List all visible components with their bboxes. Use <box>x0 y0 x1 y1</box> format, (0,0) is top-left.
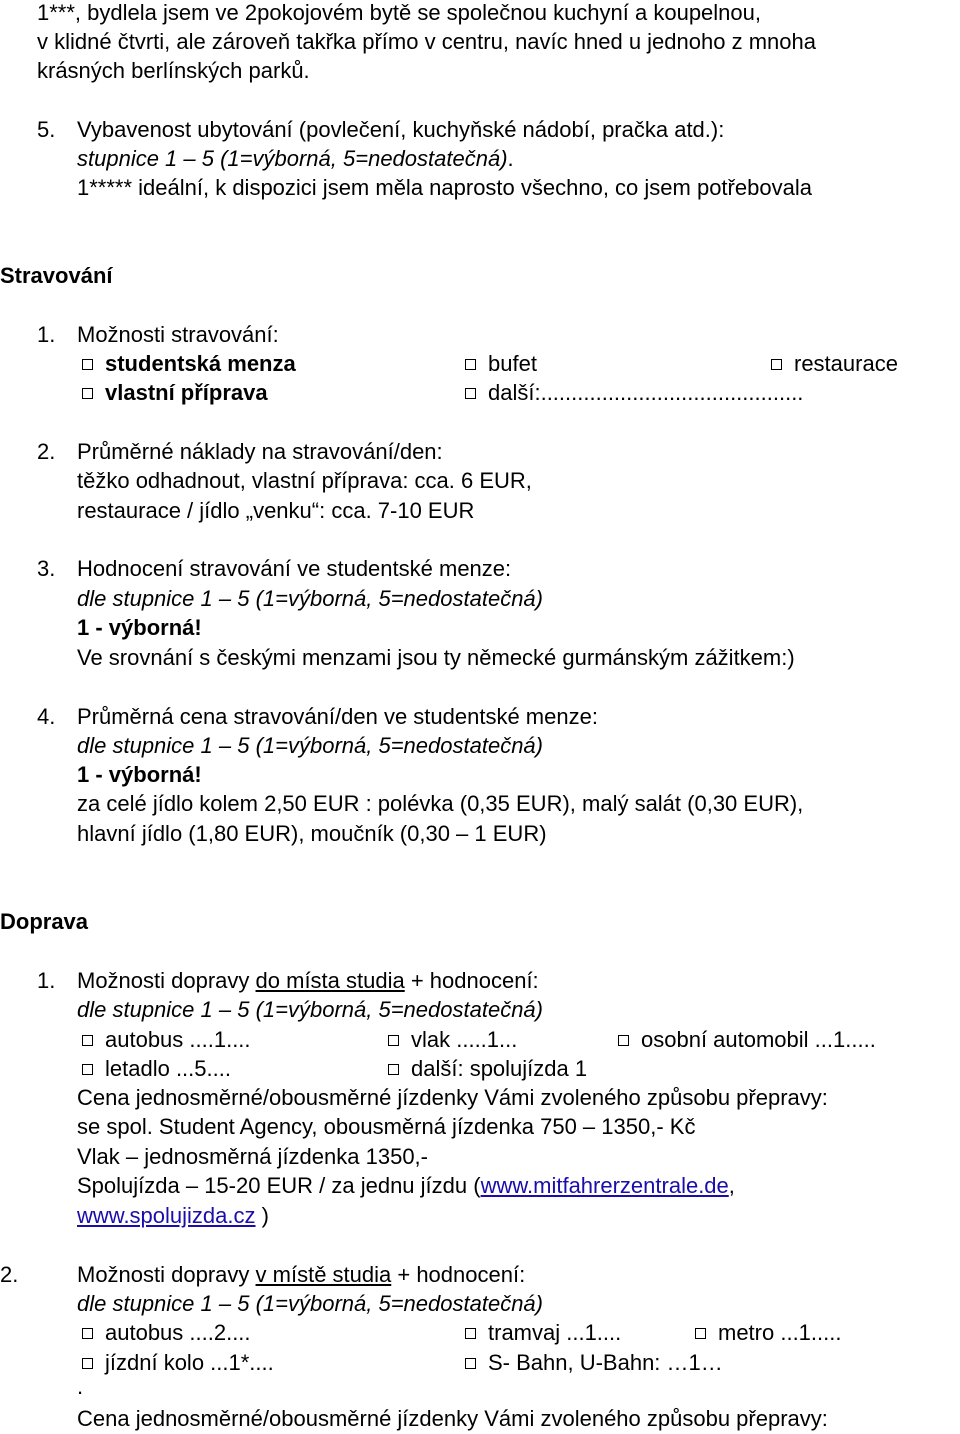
dop-q2-price-question: Cena jednosměrné/obousměrné jízdenky Vámi zvoleného způsobu přepravy: <box>77 1406 828 1431</box>
option-label: S- Bahn, U-Bahn: …1… <box>488 1350 723 1375</box>
strav-q2-line-2: restaurace / jídlo „venku“: cca. 7-10 EUR <box>77 498 475 523</box>
strav-q3-rating: 1 - výborná! <box>77 615 202 640</box>
option-label: letadlo ...5.... <box>105 1056 231 1081</box>
dop-q1-price-1: se spol. Student Agency, obousměrná jízdenka 750 – 1350,- Kč <box>77 1114 696 1139</box>
option-autobus-mistni[interactable] <box>82 1318 251 1348</box>
checkbox-icon[interactable] <box>388 1035 399 1046</box>
strav-q2-number: 2. <box>37 439 56 464</box>
dop-q2-scale: dle stupnice 1 – 5 (1=výborná, 5=nedostatečná) <box>77 1291 543 1316</box>
dop-q1-price-3 <box>77 1171 735 1201</box>
option-label: vlak .....1... <box>411 1027 518 1052</box>
option-autobus[interactable] <box>82 1025 251 1055</box>
q5-scale-dot: . <box>507 146 514 171</box>
section-heading-stravovani: Stravování <box>0 263 113 288</box>
price-3-text: Spolujízda – 15-20 EUR / za jednu jízdu ( <box>77 1173 481 1198</box>
checkbox-icon[interactable] <box>82 1328 93 1339</box>
price-3-comma: , <box>728 1173 735 1198</box>
option-label: další:........................................... <box>488 380 804 405</box>
q5-title: Vybavenost ubytování (povlečení, kuchyňské nádobí, pračka atd.): <box>77 117 725 142</box>
option-jizdni-kolo[interactable] <box>82 1348 274 1378</box>
q5-answer: 1***** ideální, k dispozici jsem měla naprosto všechno, co jsem potřebovala <box>77 175 812 200</box>
strav-q3-scale: dle stupnice 1 – 5 (1=výborná, 5=nedostatečná) <box>77 586 543 611</box>
checkbox-icon[interactable] <box>82 1035 93 1046</box>
q5-scale-text: stupnice 1 – 5 (1=výborná, 5=nedostatečná) <box>77 146 508 171</box>
mitfahrerzentrale-link[interactable]: www.mitfahrerzentrale.de <box>480 1173 729 1198</box>
option-label: metro ...1..... <box>718 1320 842 1345</box>
dop-q2-dot: . <box>77 1374 84 1399</box>
checkbox-icon[interactable] <box>465 359 476 370</box>
dop-q1-title-pre: Možnosti dopravy <box>77 968 256 993</box>
dop-q2-title-underlined: v místě studia <box>255 1262 392 1287</box>
strav-q1-number: 1. <box>37 322 56 347</box>
checkbox-icon[interactable] <box>82 359 93 370</box>
checkbox-icon[interactable] <box>465 1358 476 1369</box>
dop-q2-title-pre: Možnosti dopravy <box>77 1262 256 1287</box>
strav-q4-line-2: hlavní jídlo (1,80 EUR), moučník (0,30 – 1 EUR) <box>77 821 547 846</box>
option-studentska-menza[interactable] <box>82 349 296 379</box>
intro-line-2: v klidné čtvrti, ale zároveň takřka přímo v centru, navíc hned u jednoho z mnoha <box>37 29 816 54</box>
option-label: studentská menza <box>105 351 296 376</box>
q5-number: 5. <box>37 117 56 142</box>
q5-scale <box>77 144 514 174</box>
strav-q4-number: 4. <box>37 704 56 729</box>
checkbox-icon[interactable] <box>618 1035 629 1046</box>
dop-q1-title-underlined: do místa studia <box>255 968 405 993</box>
option-vlak[interactable] <box>388 1025 517 1055</box>
spolujizda-link[interactable]: www.spolujizda.cz <box>77 1203 256 1228</box>
strav-q1-title: Možnosti stravování: <box>77 322 279 347</box>
strav-q2-line-1: těžko odhadnout, vlastní příprava: cca. 6 EUR, <box>77 468 532 493</box>
option-vlastni-priprava[interactable] <box>82 378 268 408</box>
checkbox-icon[interactable] <box>465 1328 476 1339</box>
checkbox-icon[interactable] <box>388 1064 399 1075</box>
strav-q4-line-1: za celé jídlo kolem 2,50 EUR : polévka (0,35 EUR), malý salát (0,30 EUR), <box>77 791 804 816</box>
option-label: jízdní kolo ...1*.... <box>105 1350 274 1375</box>
price-4-suffix: ) <box>255 1203 269 1228</box>
option-label: tramvaj ...1.... <box>488 1320 622 1345</box>
option-tramvaj[interactable] <box>465 1318 621 1348</box>
dop-q1-number: 1. <box>37 968 56 993</box>
dop-q1-price-4 <box>77 1201 269 1231</box>
strav-q4-title: Průměrná cena stravování/den ve studentské menze: <box>77 704 598 729</box>
dop-q2-title-post: + hodnocení: <box>391 1262 526 1287</box>
strav-q4-rating: 1 - výborná! <box>77 762 202 787</box>
option-label: vlastní příprava <box>105 380 268 405</box>
option-label: restaurace <box>794 351 898 376</box>
section-heading-doprava: Doprava <box>0 909 89 934</box>
strav-q3-number: 3. <box>37 556 56 581</box>
option-label: bufet <box>488 351 537 376</box>
option-osobni-automobil[interactable] <box>618 1025 876 1055</box>
option-dalsi-spolujizda[interactable] <box>388 1054 587 1084</box>
option-restaurace[interactable] <box>771 349 898 379</box>
option-label: další: spolujízda 1 <box>411 1056 588 1081</box>
option-dalsi[interactable] <box>465 378 803 408</box>
checkbox-icon[interactable] <box>82 388 93 399</box>
option-s-bahn-u-bahn[interactable] <box>465 1348 723 1378</box>
checkbox-icon[interactable] <box>465 388 476 399</box>
option-letadlo[interactable] <box>82 1054 231 1084</box>
dop-q2-title <box>77 1260 525 1290</box>
intro-line-1: 1***, bydlela jsem ve 2pokojovém bytě se společnou kuchyní a koupelnou, <box>37 0 762 25</box>
option-label: autobus ....1.... <box>105 1027 251 1052</box>
strav-q3-comment: Ve srovnání s českými menzami jsou ty německé gurmánským zážitkem:) <box>77 645 795 670</box>
checkbox-icon[interactable] <box>771 359 782 370</box>
checkbox-icon[interactable] <box>695 1328 706 1339</box>
strav-q2-title: Průměrné náklady na stravování/den: <box>77 439 443 464</box>
strav-q4-scale: dle stupnice 1 – 5 (1=výborná, 5=nedostatečná) <box>77 733 543 758</box>
option-label: osobní automobil ...1..... <box>641 1027 876 1052</box>
dop-q1-title-post: + hodnocení: <box>404 968 539 993</box>
dop-q1-title <box>77 966 539 996</box>
option-bufet[interactable] <box>465 349 537 379</box>
strav-q3-title: Hodnocení stravování ve studentské menze: <box>77 556 512 581</box>
dop-q1-scale: dle stupnice 1 – 5 (1=výborná, 5=nedostatečná) <box>77 997 543 1022</box>
option-metro[interactable] <box>695 1318 841 1348</box>
checkbox-icon[interactable] <box>82 1064 93 1075</box>
option-label: autobus ....2.... <box>105 1320 251 1345</box>
dop-q2-number: 2. <box>0 1262 19 1287</box>
intro-line-3: krásných berlínských parků. <box>37 58 310 83</box>
dop-q1-price-question: Cena jednosměrné/obousměrné jízdenky Vámi zvoleného způsobu přepravy: <box>77 1085 828 1110</box>
dop-q1-price-2: Vlak – jednosměrná jízdenka 1350,- <box>77 1144 428 1169</box>
checkbox-icon[interactable] <box>82 1358 93 1369</box>
